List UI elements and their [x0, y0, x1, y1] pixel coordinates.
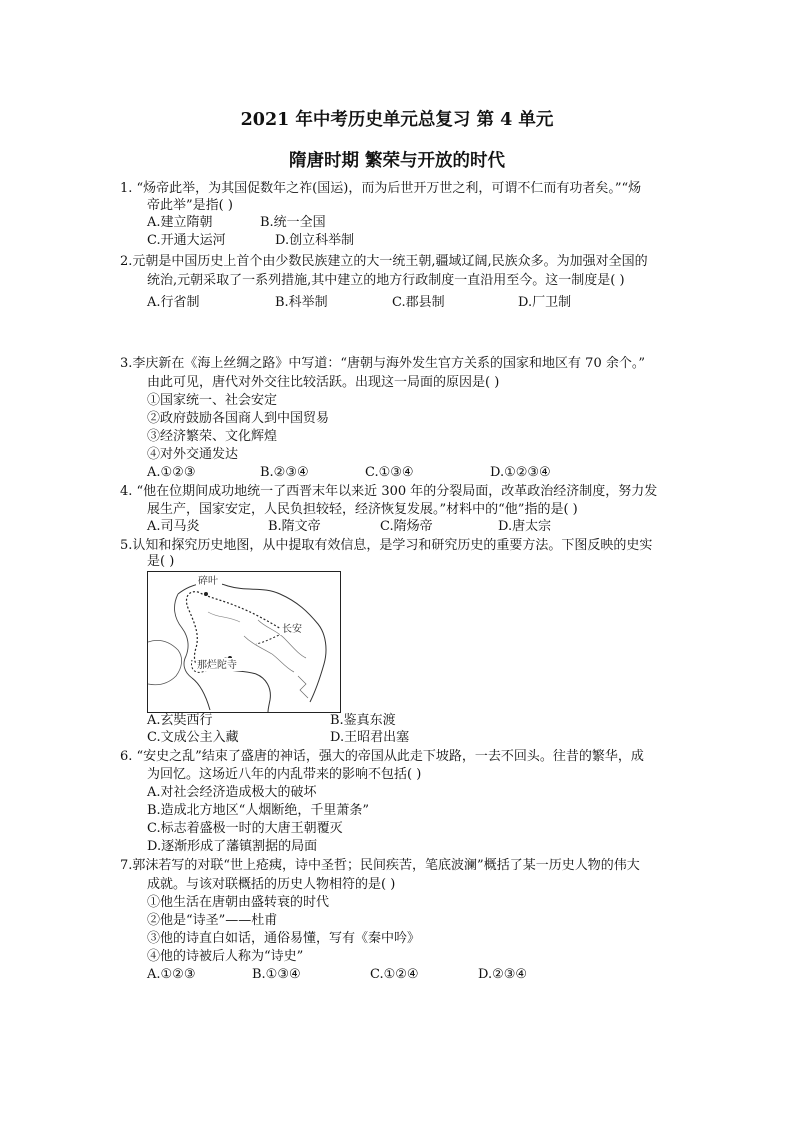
question-7-option-a: A.①②③ — [147, 967, 196, 982]
question-4-option-b: B.隋文帝 — [268, 519, 321, 534]
question-6-stem-line-1: 6. “安史之乱”结束了盛唐的神话，强大的帝国从此走下坡路，一去不回头。往昔的繁华，成 — [120, 749, 644, 764]
question-7-stem-line-1: 7.郭沫若写的对联“世上疮痍，诗中圣哲；民间疾苦，笔底波澜”概括了某一历史人物的伟大 — [120, 858, 640, 873]
question-5-option-c: C.文成公主入藏 — [147, 730, 239, 745]
document-subtitle: 隋唐时期 繁荣与开放的时代 — [288, 151, 506, 171]
question-6-option-c: C.标志着盛极一时的大唐王朝覆灭 — [147, 821, 343, 836]
question-4-stem-line-2: 展生产，国家安定，人民负担较轻，经济恢复发展。”材料中的“他”指的是( ) — [147, 502, 578, 517]
question-7-option-d: D.②③④ — [478, 967, 528, 982]
question-1-option-a: A.建立隋朝 — [147, 215, 213, 230]
question-3-statement-1: ①国家统一、社会安定 — [147, 393, 278, 408]
question-5-stem-line-1: 5.认知和探究历史地图，从中提取有效信息，是学习和研究历史的重要方法。下图反映的史实 — [120, 538, 653, 553]
question-6-stem-line-2: 为回忆。这场近八年的内乱带来的影响不包括( ) — [147, 767, 422, 782]
question-6-option-d: D.逐渐形成了藩镇割据的局面 — [147, 839, 318, 854]
question-2-option-b: B.科举制 — [275, 295, 328, 310]
map-label-suiye: 碎叶 — [198, 576, 218, 587]
question-3-stem-line-1: 3.李庆新在《海上丝绸之路》中写道：“唐朝与海外发生官方关系的国家和地区有 70 余个。” — [120, 356, 646, 371]
question-2-stem-line-2: 统治,元朝采取了一系列措施,其中建立的地方行政制度一直沿用至今。这一制度是( ) — [147, 273, 625, 288]
question-3-statement-3: ③经济繁荣、文化辉煌 — [147, 429, 278, 444]
route-map-drawing — [148, 572, 340, 712]
question-3-option-d: D.①②③④ — [490, 465, 551, 480]
question-7-statement-4: ④他的诗被后人称为“诗史” — [147, 949, 304, 964]
question-3-stem-line-2: 由此可见，唐代对外交往比较活跃。出现这一局面的原因是( ) — [147, 375, 500, 390]
question-1-option-b: B.统一全国 — [260, 215, 326, 230]
question-7-stem-line-2: 成就。与该对联概括的历史人物相符的是( ) — [147, 877, 396, 892]
question-2-option-a: A.行省制 — [147, 295, 200, 310]
question-4-option-d: D.唐太宗 — [498, 519, 552, 534]
question-2-option-c: C.郡县制 — [392, 295, 445, 310]
map-label-nalanda: 那烂陀寺 — [197, 660, 237, 671]
question-3-statement-2: ②政府鼓励各国商人到中国贸易 — [147, 411, 330, 426]
question-3-option-c: C.①③④ — [365, 465, 414, 480]
document-title: 2021 年中考历史单元总复习 第 4 单元 — [240, 110, 554, 130]
question-7-statement-2: ②他是“诗圣”——杜甫 — [147, 913, 278, 928]
question-1-option-c: C.开通大运河 — [147, 233, 226, 248]
question-4-option-c: C.隋炀帝 — [380, 519, 433, 534]
question-1-stem-line-2: 帝此举”是指( ) — [147, 198, 233, 213]
question-2-option-d: D.厂卫制 — [518, 295, 572, 310]
question-1-option-d: D.创立科举制 — [275, 233, 355, 248]
question-6-option-b: B.造成北方地区“人烟断绝，千里萧条” — [147, 803, 369, 818]
historical-route-map — [147, 571, 341, 713]
question-3-statement-4: ④对外交通发达 — [147, 447, 239, 462]
question-5-option-b: B.鉴真东渡 — [330, 713, 396, 728]
question-6-option-a: A.对社会经济造成极大的破坏 — [147, 785, 317, 800]
question-5-option-d: D.王昭君出塞 — [330, 730, 410, 745]
map-label-changan: 长安 — [282, 624, 302, 635]
question-7-statement-1: ①他生活在唐朝由盛转衰的时代 — [147, 895, 330, 910]
question-7-option-b: B.①③④ — [252, 967, 301, 982]
question-4-option-a: A.司马炎 — [147, 519, 200, 534]
question-3-option-b: B.②③④ — [260, 465, 309, 480]
question-5-option-a: A.玄奘西行 — [147, 713, 213, 728]
question-1-stem-line-1: 1. “炀帝此举，为其国促数年之祚(国运)，而为后世开万世之利，可谓不仁而有功者矣。”“炀 — [120, 181, 642, 196]
question-5-stem-line-2: 是( ) — [147, 554, 175, 569]
question-7-option-c: C.①②④ — [370, 967, 419, 982]
question-7-statement-3: ③他的诗直白如话，通俗易懂，写有《秦中吟》 — [147, 931, 421, 946]
question-4-stem-line-1: 4. “他在位期间成功地统一了西晋末年以来近 300 年的分裂局面，改革政治经济制度，努力发 — [120, 484, 658, 499]
question-2-stem-line-1: 2.元朝是中国历史上首个由少数民族建立的大一统王朝,疆域辽阔,民族众多。为加强对全国的 — [120, 254, 648, 269]
question-3-option-a: A.①②③ — [147, 465, 196, 480]
